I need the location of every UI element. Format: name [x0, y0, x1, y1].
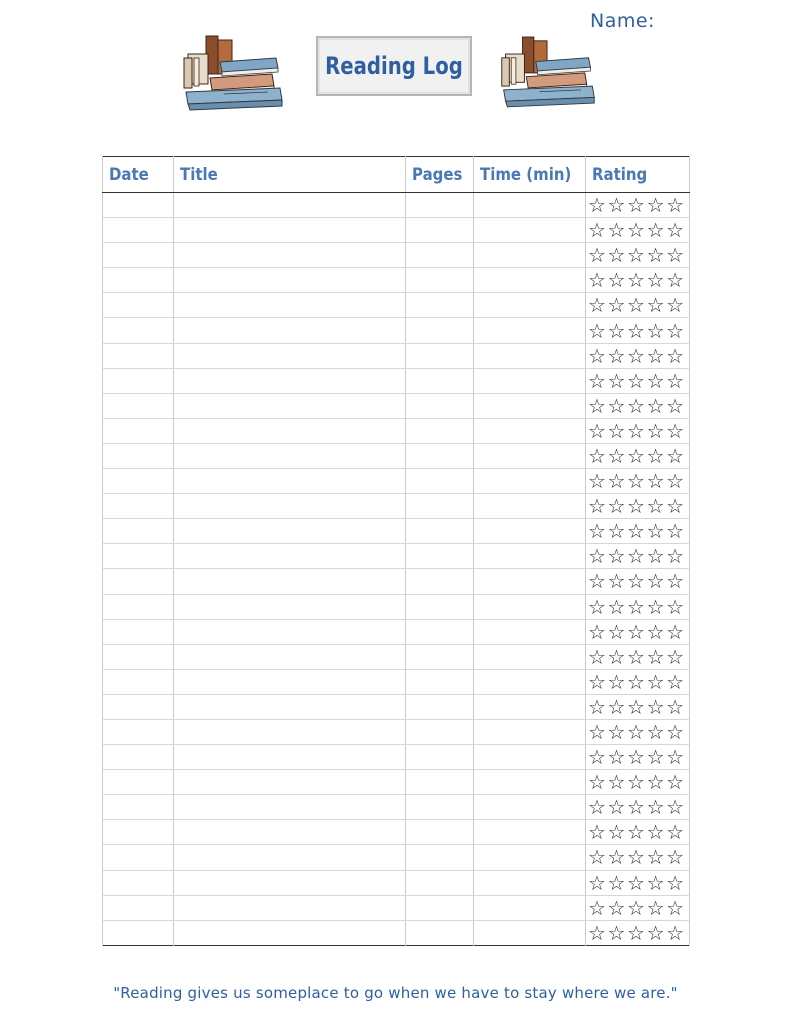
column-header-rating: Rating — [586, 157, 690, 193]
time-cell[interactable] — [474, 243, 586, 268]
star-rating-icon[interactable]: ☆☆☆☆☆ — [586, 569, 690, 594]
star-rating-icon[interactable]: ☆☆☆☆☆ — [586, 669, 690, 694]
table-row — [103, 719, 690, 744]
table-row — [103, 644, 690, 669]
date-cell[interactable] — [103, 218, 174, 243]
column-header-date: Date — [103, 157, 174, 193]
date-cell[interactable] — [103, 745, 174, 770]
table-row — [103, 469, 690, 494]
pages-cell[interactable] — [406, 393, 474, 418]
table-row — [103, 694, 690, 719]
title-cell[interactable] — [174, 895, 406, 920]
date-cell[interactable] — [103, 569, 174, 594]
date-cell[interactable] — [103, 845, 174, 870]
table-row — [103, 569, 690, 594]
date-cell[interactable] — [103, 243, 174, 268]
pages-cell[interactable] — [406, 268, 474, 293]
date-cell[interactable] — [103, 920, 174, 945]
pages-cell[interactable] — [406, 343, 474, 368]
column-header-title: Title — [174, 157, 406, 193]
time-cell[interactable] — [474, 795, 586, 820]
time-cell[interactable] — [474, 569, 586, 594]
time-cell[interactable] — [474, 669, 586, 694]
pages-cell[interactable] — [406, 293, 474, 318]
date-cell[interactable] — [103, 644, 174, 669]
pages-cell[interactable] — [406, 368, 474, 393]
date-cell[interactable] — [103, 870, 174, 895]
time-cell[interactable] — [474, 519, 586, 544]
time-cell[interactable] — [474, 870, 586, 895]
title-cell[interactable] — [174, 268, 406, 293]
title-cell[interactable] — [174, 393, 406, 418]
time-cell[interactable] — [474, 644, 586, 669]
name-label: Name: — [590, 10, 655, 32]
time-cell[interactable] — [474, 544, 586, 569]
star-rating-icon[interactable]: ☆☆☆☆☆ — [586, 619, 690, 644]
time-cell[interactable] — [474, 368, 586, 393]
table-row — [103, 343, 690, 368]
title-cell[interactable] — [174, 569, 406, 594]
time-cell[interactable] — [474, 218, 586, 243]
star-rating-icon[interactable]: ☆☆☆☆☆ — [586, 770, 690, 795]
pages-cell[interactable] — [406, 544, 474, 569]
pages-cell[interactable] — [406, 644, 474, 669]
table-row — [103, 443, 690, 468]
time-cell[interactable] — [474, 920, 586, 945]
date-cell[interactable] — [103, 418, 174, 443]
table-row — [103, 268, 690, 293]
pages-cell[interactable] — [406, 569, 474, 594]
pages-cell[interactable] — [406, 619, 474, 644]
star-rating-icon[interactable]: ☆☆☆☆☆ — [586, 443, 690, 468]
star-rating-icon[interactable]: ☆☆☆☆☆ — [586, 870, 690, 895]
title-cell[interactable] — [174, 594, 406, 619]
title-cell[interactable] — [174, 694, 406, 719]
title-cell[interactable] — [174, 920, 406, 945]
table-row — [103, 243, 690, 268]
reading-log-table — [102, 156, 690, 946]
pages-cell[interactable] — [406, 193, 474, 218]
time-cell[interactable] — [474, 393, 586, 418]
title-cell[interactable] — [174, 845, 406, 870]
title-cell[interactable] — [174, 443, 406, 468]
pages-cell[interactable] — [406, 469, 474, 494]
star-rating-icon[interactable]: ☆☆☆☆☆ — [586, 544, 690, 569]
column-header-pages: Pages — [406, 157, 474, 193]
pages-cell[interactable] — [406, 243, 474, 268]
time-cell[interactable] — [474, 770, 586, 795]
title-cell[interactable] — [174, 870, 406, 895]
table-header-row — [103, 157, 690, 193]
time-cell[interactable] — [474, 469, 586, 494]
star-rating-icon[interactable]: ☆☆☆☆☆ — [586, 469, 690, 494]
title-cell[interactable] — [174, 218, 406, 243]
date-cell[interactable] — [103, 318, 174, 343]
page-title: Reading Log — [325, 52, 463, 80]
pages-cell[interactable] — [406, 870, 474, 895]
title-cell[interactable] — [174, 770, 406, 795]
table-row — [103, 594, 690, 619]
star-rating-icon[interactable]: ☆☆☆☆☆ — [586, 895, 690, 920]
date-cell[interactable] — [103, 494, 174, 519]
table-row — [103, 870, 690, 895]
date-cell[interactable] — [103, 368, 174, 393]
star-rating-icon[interactable]: ☆☆☆☆☆ — [586, 845, 690, 870]
title-cell[interactable] — [174, 619, 406, 644]
star-rating-icon[interactable]: ☆☆☆☆☆ — [586, 820, 690, 845]
pages-cell[interactable] — [406, 920, 474, 945]
star-rating-icon[interactable]: ☆☆☆☆☆ — [586, 920, 690, 945]
book-stack-icon — [180, 32, 286, 112]
title-cell[interactable] — [174, 494, 406, 519]
date-cell[interactable] — [103, 393, 174, 418]
time-cell[interactable] — [474, 895, 586, 920]
table-row — [103, 745, 690, 770]
pages-cell[interactable] — [406, 443, 474, 468]
title-cell[interactable] — [174, 745, 406, 770]
title-cell[interactable] — [174, 719, 406, 744]
pages-cell[interactable] — [406, 494, 474, 519]
date-cell[interactable] — [103, 469, 174, 494]
table-row — [103, 318, 690, 343]
pages-cell[interactable] — [406, 745, 474, 770]
footer-quote: "Reading gives us someplace to go when we have to stay where we are." — [113, 984, 678, 1002]
title-cell[interactable] — [174, 820, 406, 845]
date-cell[interactable] — [103, 795, 174, 820]
time-cell[interactable] — [474, 594, 586, 619]
pages-cell[interactable] — [406, 719, 474, 744]
table-row — [103, 820, 690, 845]
title-box — [316, 36, 472, 96]
date-cell[interactable] — [103, 343, 174, 368]
time-cell[interactable] — [474, 293, 586, 318]
date-cell[interactable] — [103, 619, 174, 644]
star-rating-icon[interactable]: ☆☆☆☆☆ — [586, 694, 690, 719]
pages-cell[interactable] — [406, 418, 474, 443]
time-cell[interactable] — [474, 443, 586, 468]
star-rating-icon[interactable]: ☆☆☆☆☆ — [586, 393, 690, 418]
date-cell[interactable] — [103, 519, 174, 544]
star-rating-icon[interactable]: ☆☆☆☆☆ — [586, 368, 690, 393]
table-row — [103, 519, 690, 544]
date-cell[interactable] — [103, 544, 174, 569]
star-rating-icon[interactable]: ☆☆☆☆☆ — [586, 795, 690, 820]
title-cell[interactable] — [174, 368, 406, 393]
table-row — [103, 418, 690, 443]
time-cell[interactable] — [474, 343, 586, 368]
table-row — [103, 368, 690, 393]
star-rating-icon[interactable]: ☆☆☆☆☆ — [586, 343, 690, 368]
star-rating-icon[interactable]: ☆☆☆☆☆ — [586, 494, 690, 519]
date-cell[interactable] — [103, 820, 174, 845]
book-stack-icon — [498, 32, 598, 110]
pages-cell[interactable] — [406, 770, 474, 795]
time-cell[interactable] — [474, 193, 586, 218]
pages-cell[interactable] — [406, 895, 474, 920]
pages-cell[interactable] — [406, 594, 474, 619]
table-row — [103, 393, 690, 418]
time-cell[interactable] — [474, 845, 586, 870]
pages-cell[interactable] — [406, 845, 474, 870]
time-cell[interactable] — [474, 745, 586, 770]
pages-cell[interactable] — [406, 795, 474, 820]
date-cell[interactable] — [103, 770, 174, 795]
title-cell[interactable] — [174, 418, 406, 443]
date-cell[interactable] — [103, 443, 174, 468]
title-cell[interactable] — [174, 644, 406, 669]
star-rating-icon[interactable]: ☆☆☆☆☆ — [586, 293, 690, 318]
pages-cell[interactable] — [406, 694, 474, 719]
title-cell[interactable] — [174, 343, 406, 368]
date-cell[interactable] — [103, 669, 174, 694]
table-row — [103, 895, 690, 920]
table-row — [103, 544, 690, 569]
title-cell[interactable] — [174, 469, 406, 494]
table-row — [103, 920, 690, 945]
table-row — [103, 669, 690, 694]
title-cell[interactable] — [174, 795, 406, 820]
pages-cell[interactable] — [406, 218, 474, 243]
time-cell[interactable] — [474, 268, 586, 293]
star-rating-icon[interactable]: ☆☆☆☆☆ — [586, 218, 690, 243]
table-row — [103, 845, 690, 870]
date-cell[interactable] — [103, 694, 174, 719]
pages-cell[interactable] — [406, 669, 474, 694]
star-rating-icon[interactable]: ☆☆☆☆☆ — [586, 519, 690, 544]
pages-cell[interactable] — [406, 519, 474, 544]
title-cell[interactable] — [174, 243, 406, 268]
table-row — [103, 494, 690, 519]
date-cell[interactable] — [103, 594, 174, 619]
time-cell[interactable] — [474, 719, 586, 744]
date-cell[interactable] — [103, 293, 174, 318]
column-header-time: Time (min) — [474, 157, 586, 193]
title-cell[interactable] — [174, 293, 406, 318]
star-rating-icon[interactable]: ☆☆☆☆☆ — [586, 644, 690, 669]
title-cell[interactable] — [174, 544, 406, 569]
date-cell[interactable] — [103, 895, 174, 920]
time-cell[interactable] — [474, 494, 586, 519]
time-cell[interactable] — [474, 318, 586, 343]
star-rating-icon[interactable]: ☆☆☆☆☆ — [586, 243, 690, 268]
title-cell[interactable] — [174, 318, 406, 343]
title-cell[interactable] — [174, 669, 406, 694]
star-rating-icon[interactable]: ☆☆☆☆☆ — [586, 719, 690, 744]
table-row — [103, 193, 690, 218]
table-row — [103, 619, 690, 644]
star-rating-icon[interactable]: ☆☆☆☆☆ — [586, 268, 690, 293]
date-cell[interactable] — [103, 719, 174, 744]
table-row — [103, 293, 690, 318]
log-body — [103, 193, 690, 946]
date-cell[interactable] — [103, 268, 174, 293]
star-rating-icon[interactable]: ☆☆☆☆☆ — [586, 418, 690, 443]
table-row — [103, 218, 690, 243]
title-cell[interactable] — [174, 519, 406, 544]
star-rating-icon[interactable]: ☆☆☆☆☆ — [586, 318, 690, 343]
time-cell[interactable] — [474, 820, 586, 845]
time-cell[interactable] — [474, 694, 586, 719]
time-cell[interactable] — [474, 619, 586, 644]
star-rating-icon[interactable]: ☆☆☆☆☆ — [586, 745, 690, 770]
pages-cell[interactable] — [406, 318, 474, 343]
pages-cell[interactable] — [406, 820, 474, 845]
date-cell[interactable] — [103, 193, 174, 218]
star-rating-icon[interactable]: ☆☆☆☆☆ — [586, 193, 690, 218]
table-row — [103, 770, 690, 795]
star-rating-icon[interactable]: ☆☆☆☆☆ — [586, 594, 690, 619]
title-cell[interactable] — [174, 193, 406, 218]
time-cell[interactable] — [474, 418, 586, 443]
table-row — [103, 795, 690, 820]
